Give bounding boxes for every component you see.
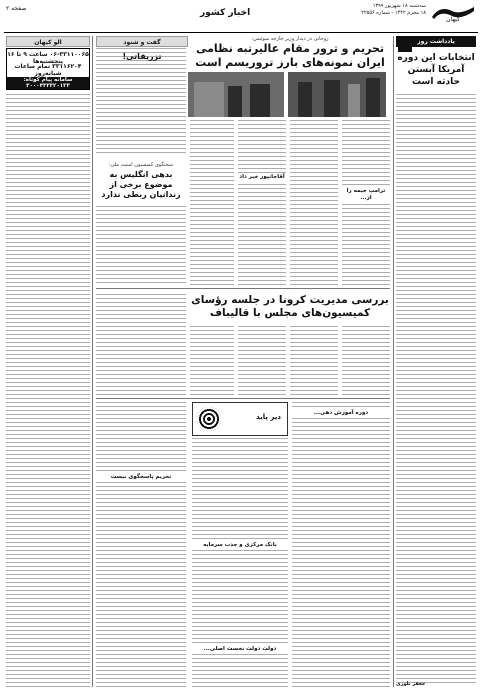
kayhan-logo bbox=[430, 3, 476, 23]
editorial-body bbox=[396, 94, 476, 684]
readers-letters-body bbox=[6, 94, 90, 687]
corona-body-col1 bbox=[342, 326, 390, 396]
main-headline: تحریم و ترور مقام عالیرتبه نظامی ایران نمونه‌های بارز تروریسم است bbox=[195, 42, 385, 69]
subhead-right: ترامپ خیمه را از... bbox=[342, 188, 390, 202]
commission-kicker: سخنگوی کمیسیون امنیت ملی: bbox=[108, 162, 174, 168]
small-headline-1: دوره آموزش دهی... bbox=[292, 410, 390, 417]
dir-paid-headline: دیر پاید bbox=[256, 413, 281, 421]
editorial-headline: انتخابات این دوره آمریکا آبستن حادثه است bbox=[397, 53, 475, 87]
small-headline-2: بانک مرکزی و جذب سرمایه bbox=[192, 542, 288, 549]
header-rule bbox=[4, 32, 478, 33]
svg-text:کیهان: کیهان bbox=[446, 16, 460, 23]
gofto-headline: تزریقاتی! bbox=[122, 52, 162, 61]
sms-line: سامانه پیام کوتاه: ۳۰۰۰۴۳۳۳۲۰۱۲۳ bbox=[7, 77, 89, 89]
corona-body-col3 bbox=[238, 326, 286, 396]
right-column bbox=[396, 36, 476, 687]
story-rule bbox=[96, 288, 390, 289]
small-headline-4: تحریم پاسخگوی نیست bbox=[96, 474, 186, 481]
gofto-header bbox=[96, 36, 188, 50]
main-photo bbox=[288, 72, 386, 117]
spiral-icon bbox=[197, 407, 221, 431]
commission-headline: بدهی انگلیس به موضوع برخی از زندانیان ربطی ندارد bbox=[101, 170, 181, 199]
lower-body-left bbox=[96, 402, 186, 687]
main-kicker: روحانی در دیدار وزیر خارجه سوئیس: bbox=[251, 36, 329, 42]
corona-body-col2 bbox=[290, 326, 338, 396]
dir-paid-box bbox=[192, 402, 288, 436]
story-rule bbox=[96, 398, 390, 399]
editorial-box-title: یادداشت روز bbox=[396, 36, 476, 47]
issue-date: سه‌شنبه ۱۸ شهریور ۱۳۹۹ ۱۸ محرم ۱۴۴۲ - شماره ۲۲۵۵۶ bbox=[361, 3, 426, 16]
middle-column bbox=[96, 36, 390, 687]
lower-body-right bbox=[292, 402, 390, 687]
secondary-photo bbox=[188, 72, 284, 117]
small-headline-3: دولت دولت نخست اصلی... bbox=[192, 646, 288, 653]
side-body-mid bbox=[96, 294, 186, 396]
phone-box bbox=[6, 48, 90, 90]
corona-headline: بررسی مدیریت کرونا در جلسه رؤسای کمیسیون‌های مجلس با قالیباف bbox=[191, 294, 389, 319]
corona-body-col4 bbox=[190, 326, 234, 396]
section-title: اخبار کشور bbox=[200, 8, 251, 18]
main-body-col4 bbox=[190, 120, 234, 286]
commission-body bbox=[96, 206, 186, 286]
main-body-col1 bbox=[342, 120, 390, 286]
gofto-title: گفت و شنود bbox=[96, 36, 188, 47]
page-number: صفحه ۲ bbox=[6, 5, 27, 12]
phone-line-1: ۰۶-۳۳۱۱۰۰۶۵ ساعت ۹ تا ۱۶ پنجشنبه‌ها bbox=[7, 51, 89, 65]
editorial-author: جعفر بلوری bbox=[396, 681, 426, 687]
editorial-icon bbox=[398, 38, 412, 52]
alo-kayhan-title: الو کیهان bbox=[6, 36, 90, 47]
left-column bbox=[6, 36, 90, 687]
column-divider bbox=[393, 36, 394, 687]
column-divider bbox=[92, 36, 93, 687]
subhead-mid: آقاجانپور خبر داد bbox=[239, 174, 285, 180]
main-body-col3 bbox=[238, 120, 286, 286]
main-body-col2 bbox=[290, 120, 338, 286]
phone-line-2: ۳۳۱۱۶۲۰۴ تمام ساعات شبانه‌روز bbox=[14, 63, 82, 77]
